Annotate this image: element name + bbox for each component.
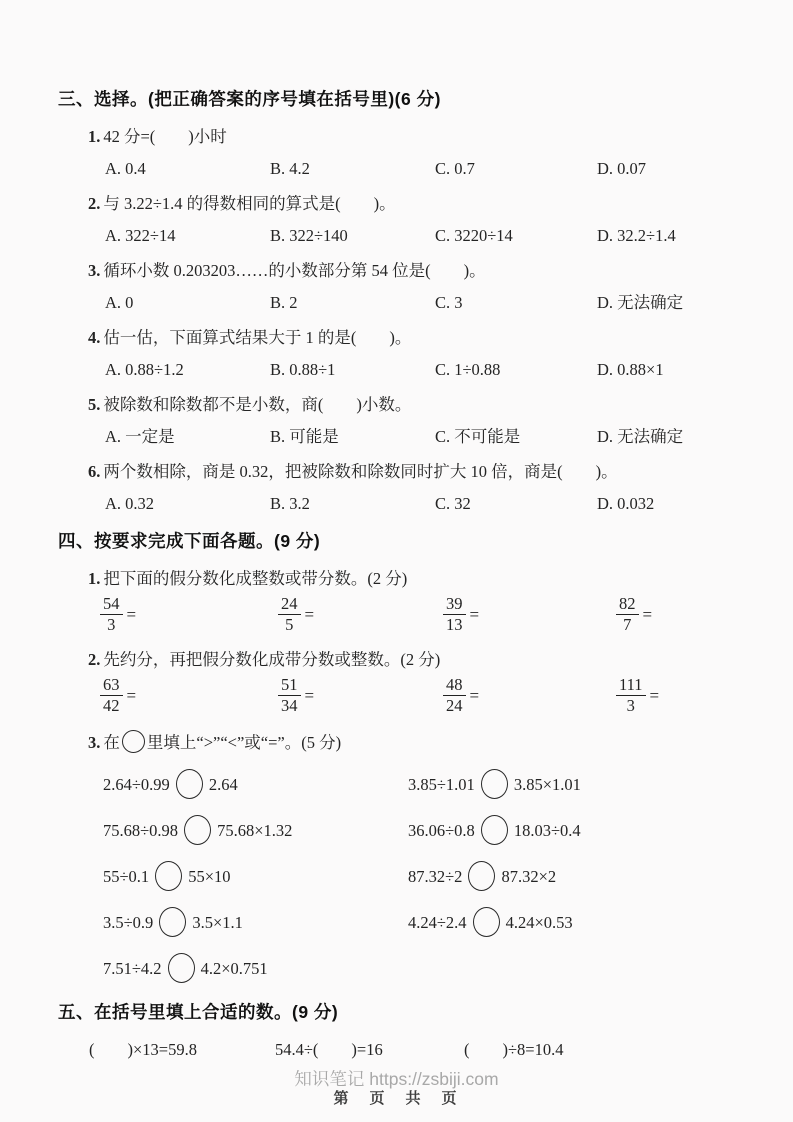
fill-blank-equation: ( )×13=59.8 bbox=[89, 1039, 197, 1059]
compare-row bbox=[103, 907, 765, 938]
fraction-denominator: 42 bbox=[103, 696, 120, 716]
question-text: 把下面的假分数化成整数或带分数。(2 分) bbox=[103, 569, 408, 588]
option-a: A. 0.88÷1.2 bbox=[105, 360, 184, 379]
watermark-text: 知识笔记 https://zsbiji.com bbox=[294, 1069, 499, 1089]
option-b: B. 3.2 bbox=[270, 494, 310, 513]
fraction-numerator: 111 bbox=[616, 676, 646, 696]
compare-row bbox=[103, 953, 765, 984]
page-number-line: 第 页 共 页 bbox=[333, 1090, 460, 1107]
option-b: B. 可能是 bbox=[270, 427, 339, 446]
compare-circle bbox=[468, 861, 495, 891]
question-number: 1. bbox=[88, 569, 101, 588]
left-expression: 7.51÷4.2 bbox=[103, 958, 162, 978]
left-expression: 4.24÷2.4 bbox=[408, 912, 467, 932]
question-item bbox=[58, 126, 765, 179]
compare-exercise bbox=[408, 907, 765, 938]
compare-circle bbox=[168, 953, 195, 983]
right-expression: 4.2×0.751 bbox=[200, 958, 268, 978]
option-b: B. 2 bbox=[270, 293, 298, 312]
question-item bbox=[58, 193, 765, 246]
options-row bbox=[105, 158, 765, 179]
question-number: 3. bbox=[88, 261, 101, 280]
question-stem bbox=[88, 461, 765, 482]
question-item bbox=[58, 461, 765, 514]
paper-content bbox=[58, 86, 765, 1060]
right-expression: 75.68×1.32 bbox=[217, 820, 293, 840]
section-title: 三、选择。(把正确答案的序号填在括号里)(6 分) bbox=[58, 89, 441, 109]
question-text: 42 分=( )小时 bbox=[103, 127, 227, 146]
option-a: A. 0 bbox=[105, 293, 134, 312]
question-item bbox=[58, 260, 765, 313]
compare-circle bbox=[159, 907, 186, 937]
fraction-numerator: 54 bbox=[100, 595, 123, 615]
section-title: 四、按要求完成下面各题。(9 分) bbox=[58, 531, 321, 551]
compare-row bbox=[103, 769, 765, 800]
question-stem bbox=[88, 126, 765, 147]
option-a: A. 322÷14 bbox=[105, 226, 176, 245]
fraction bbox=[616, 595, 639, 635]
option-c: C. 1÷0.88 bbox=[435, 360, 501, 379]
right-expression: 3.85×1.01 bbox=[513, 774, 581, 794]
option-d: D. 无法确定 bbox=[597, 427, 684, 446]
option-d: D. 32.2÷1.4 bbox=[597, 226, 676, 245]
option-d: D. 0.07 bbox=[597, 159, 647, 178]
blank-circle-icon bbox=[122, 730, 145, 753]
question-text-post: 里填上“>”“<”或“=”。(5 分) bbox=[146, 732, 342, 752]
section-complete bbox=[58, 528, 765, 984]
left-expression: 36.06÷0.8 bbox=[408, 820, 475, 840]
compare-circle bbox=[176, 769, 203, 799]
fraction-numerator: 82 bbox=[616, 595, 639, 615]
option-a: A. 0.32 bbox=[105, 494, 155, 513]
fraction bbox=[278, 595, 301, 635]
compare-circle bbox=[473, 907, 500, 937]
fraction bbox=[278, 676, 301, 716]
compare-exercise bbox=[408, 769, 765, 800]
option-c: C. 3220÷14 bbox=[435, 226, 513, 245]
option-d: D. 0.032 bbox=[597, 494, 655, 513]
option-b: B. 4.2 bbox=[270, 159, 310, 178]
right-expression: 2.64 bbox=[208, 774, 238, 794]
right-expression: 3.5×1.1 bbox=[192, 912, 243, 932]
fill-blank-equation: 54.4÷( )=16 bbox=[275, 1039, 383, 1059]
compare-exercise bbox=[103, 907, 408, 938]
compare-circle bbox=[481, 815, 508, 845]
compare-exercise bbox=[408, 815, 765, 846]
fraction bbox=[443, 595, 466, 635]
equals-sign: = bbox=[304, 604, 315, 624]
fill-blank-equation: ( )÷8=10.4 bbox=[464, 1039, 564, 1059]
question-stem bbox=[88, 193, 765, 214]
compare-row bbox=[103, 815, 765, 846]
compare-exercise bbox=[103, 861, 408, 892]
equals-sign: = bbox=[642, 604, 653, 624]
left-expression: 2.64÷0.99 bbox=[103, 774, 170, 794]
option-c: C. 32 bbox=[435, 494, 471, 513]
section-choice bbox=[58, 86, 765, 514]
right-expression: 4.24×0.53 bbox=[505, 912, 573, 932]
fraction-exercise bbox=[100, 595, 278, 635]
fraction-numerator: 51 bbox=[278, 676, 301, 696]
right-expression: 87.32×2 bbox=[501, 866, 557, 886]
fraction-exercise bbox=[443, 676, 616, 716]
left-expression: 75.68÷0.98 bbox=[103, 820, 179, 840]
equals-sign: = bbox=[126, 604, 137, 624]
option-a: A. 0.4 bbox=[105, 159, 146, 178]
fraction-exercise bbox=[278, 595, 443, 635]
options-row bbox=[105, 493, 765, 514]
option-c: C. 0.7 bbox=[435, 159, 475, 178]
question-text: 循环小数 0.203203……的小数部分第 54 位是( )。 bbox=[103, 261, 486, 280]
question-text: 估一估，下面算式结果大于 1 的是( )。 bbox=[103, 328, 412, 347]
question-stem bbox=[88, 394, 765, 415]
question-number: 2. bbox=[88, 194, 101, 213]
fraction-denominator: 13 bbox=[446, 615, 463, 635]
right-expression: 18.03÷0.4 bbox=[513, 820, 581, 840]
question-stem bbox=[88, 260, 765, 281]
equals-sign: = bbox=[469, 685, 480, 705]
fraction-row bbox=[100, 595, 765, 635]
option-a: A. 一定是 bbox=[105, 427, 175, 446]
question-number: 4. bbox=[88, 328, 101, 347]
question-number: 6. bbox=[88, 462, 101, 481]
left-expression: 55÷0.1 bbox=[103, 866, 150, 886]
equals-sign: = bbox=[649, 685, 660, 705]
equals-sign: = bbox=[304, 685, 315, 705]
compare-exercise bbox=[103, 953, 408, 984]
question-text: 两个数相除，商是 0.32，把被除数和除数同时扩大 10 倍，商是( )。 bbox=[103, 462, 618, 481]
fraction-denominator: 34 bbox=[281, 696, 298, 716]
compare-circle bbox=[481, 769, 508, 799]
fraction-numerator: 24 bbox=[278, 595, 301, 615]
fraction bbox=[100, 676, 123, 716]
options-row bbox=[105, 359, 765, 380]
fraction-exercise bbox=[616, 595, 765, 635]
option-d: D. 0.88×1 bbox=[597, 360, 664, 379]
fraction bbox=[100, 595, 123, 635]
left-expression: 3.85÷1.01 bbox=[408, 774, 475, 794]
fraction bbox=[443, 676, 466, 716]
question-text: 与 3.22÷1.4 的得数相同的算式是( )。 bbox=[103, 194, 396, 213]
fraction-denominator: 24 bbox=[446, 696, 463, 716]
question-number: 2. bbox=[88, 649, 101, 669]
left-expression: 87.32÷2 bbox=[408, 866, 463, 886]
fraction-denominator: 3 bbox=[107, 615, 116, 635]
compare-circle bbox=[184, 815, 211, 845]
subquestion-stem bbox=[88, 568, 765, 589]
question-text-pre: 在 bbox=[103, 732, 120, 752]
fraction-exercise bbox=[443, 595, 616, 635]
option-b: B. 0.88÷1 bbox=[270, 360, 336, 379]
section-title: 五、在括号里填上合适的数。(9 分) bbox=[58, 1001, 339, 1022]
equals-sign: = bbox=[126, 685, 137, 705]
equals-sign: = bbox=[469, 604, 480, 624]
question-item bbox=[58, 394, 765, 447]
question-stem bbox=[88, 327, 765, 348]
fraction-numerator: 48 bbox=[443, 676, 466, 696]
fill-blank-row bbox=[89, 1039, 765, 1060]
question-text: 先约分，再把假分数化成带分数或整数。(2 分) bbox=[103, 649, 441, 669]
compare-exercise bbox=[103, 769, 408, 800]
question-item bbox=[58, 327, 765, 380]
left-expression: 3.5÷0.9 bbox=[103, 912, 154, 932]
option-c: C. 3 bbox=[435, 293, 463, 312]
compare-exercise bbox=[408, 861, 765, 892]
option-c: C. 不可能是 bbox=[435, 427, 521, 446]
options-row bbox=[105, 292, 765, 313]
section-fill bbox=[58, 999, 765, 1060]
fraction-numerator: 63 bbox=[100, 676, 123, 696]
question-number: 5. bbox=[88, 395, 101, 414]
fraction-exercise bbox=[100, 676, 278, 716]
compare-row bbox=[103, 861, 765, 892]
option-d: D. 无法确定 bbox=[597, 293, 684, 312]
subquestion-stem bbox=[88, 730, 765, 755]
options-row bbox=[105, 426, 765, 447]
question-number: 3. bbox=[88, 732, 101, 752]
option-b: B. 322÷140 bbox=[270, 226, 348, 245]
compare-exercise bbox=[103, 815, 408, 846]
question-text: 被除数和除数都不是小数，商( )小数。 bbox=[103, 395, 412, 414]
fraction-numerator: 39 bbox=[443, 595, 466, 615]
question-number: 1. bbox=[88, 127, 101, 146]
subquestion-stem bbox=[88, 649, 765, 670]
fraction bbox=[616, 676, 646, 716]
fraction-row bbox=[100, 676, 765, 716]
compare-circle bbox=[155, 861, 182, 891]
options-row bbox=[105, 225, 765, 246]
fraction-denominator: 7 bbox=[623, 615, 632, 635]
fraction-denominator: 5 bbox=[285, 615, 294, 635]
fraction-exercise bbox=[278, 676, 443, 716]
fraction-exercise bbox=[616, 676, 765, 716]
right-expression: 55×10 bbox=[188, 866, 231, 886]
fraction-denominator: 3 bbox=[626, 696, 635, 716]
